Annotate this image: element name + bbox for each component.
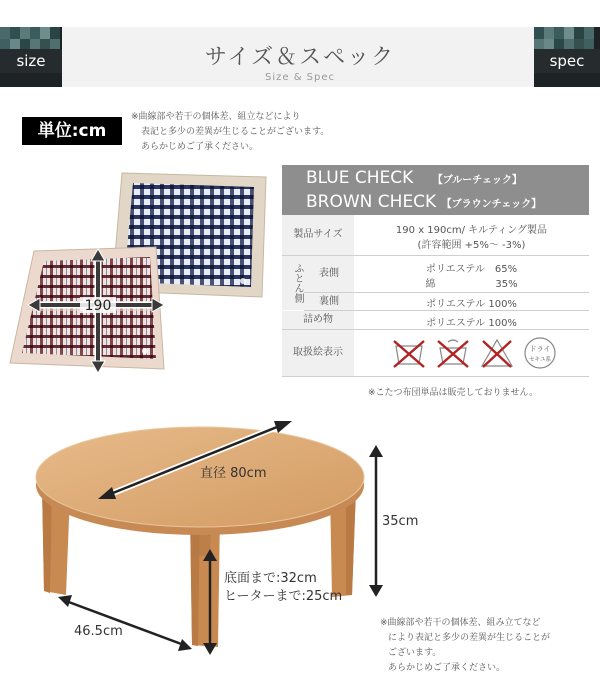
futon-size-label: 190 [84,298,112,314]
diameter-label: 直径 80cm [200,466,267,481]
care-row [282,330,589,377]
care-label: 取扱絵表示 [282,330,354,376]
table-top [36,427,364,535]
spec-table [282,165,589,377]
front-side-row [304,256,589,293]
no-wash-icon [394,341,424,367]
back-side-row [304,293,589,311]
variant-line-1 [282,166,522,190]
back-label: 裏側 [304,293,354,310]
bottom-note-line: により表記と多少の差異が生じることが [388,633,551,643]
filling-row [282,311,589,330]
variant-line-2 [282,190,541,214]
unit-note-line: あらかじめご了承ください。 [141,142,259,152]
front-value [354,260,589,290]
unit-note-line: 表記と多少の差異が生じることがございます。 [141,127,330,137]
product-size-row [282,215,589,256]
unit-note-line: ※曲線部や若干の個体差、組立などにより [131,112,301,122]
bottom-note-line: ございます。 [388,648,442,658]
variant-blue-check: BLUE CHECK [306,168,414,188]
page-title: サイズ＆スペック [204,45,396,70]
page-subtitle: Size & Spec [264,72,336,83]
unit-note [131,110,331,155]
variant-brown-check: BROWN CHECK [306,192,437,212]
front-label: 表側 [304,256,354,292]
unit-badge: 単位:cm [22,117,122,145]
bottom-note [380,616,550,676]
to-heater-label: ヒーターまで:25cm [224,589,343,604]
bottom-note-line: ※曲線部や若干の個体差、組み立てなど [380,618,541,628]
filling-label: 詰め物 [282,311,354,329]
no-hand-wash-icon [438,340,468,367]
front-value-line: 綿 35% [425,279,518,290]
back-value: ポリエステル 100% [426,299,517,310]
height-arrow [369,445,383,597]
filling-value: ポリエステル 100% [426,318,517,329]
height-label: 35cm [382,514,419,529]
product-size-value [354,221,589,251]
dry-clean-text: ドライ [529,345,551,353]
spec-footnote: ※こたつ布団単品は販売しておりません。 [368,388,539,398]
bottom-note-line: あらかじめご了承ください。 [388,663,506,673]
leg-span-label: 46.5cm [74,624,123,639]
variant-blue-check-jp: 【ブルーチェック】 [432,175,523,186]
floor-to-bottom-label: 底面まで:32cm [224,571,317,586]
care-icons [392,336,562,370]
dry-clean-icon [525,338,555,368]
no-bleach-icon [482,340,512,367]
futon-side-label: ふとん側 [282,256,305,310]
product-size-label: 製品サイズ [282,215,354,255]
product-size-value-line: 190 x 190cm/ キルティング製品 [395,225,548,236]
front-value-line: ポリエステル 65% [425,264,518,275]
variant-brown-check-jp: 【ブラウンチェック】 [441,199,542,210]
spec-table-header [282,165,589,215]
size-label: size [0,49,62,73]
leg-span-arrow [58,595,192,651]
futon-illustration [0,165,280,385]
spec-label: spec [534,49,600,73]
dry-clean-subtext: セキユ系 [528,357,552,363]
product-size-tolerance: (許容範囲 +5%～ -3%) [417,240,526,251]
